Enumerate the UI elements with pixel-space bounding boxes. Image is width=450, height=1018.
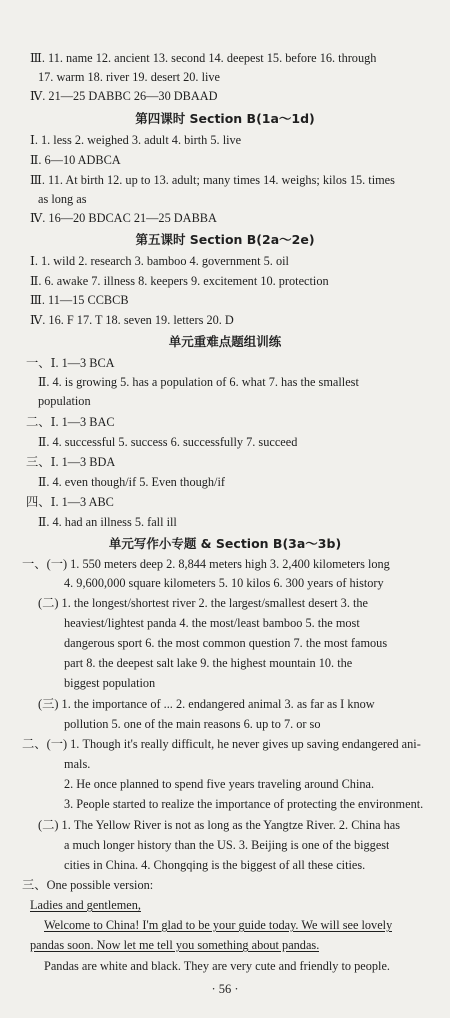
section-heading: 单元写作小专题 & Section B(3a～3b) xyxy=(108,536,342,551)
text-line: 二、Ⅰ. 1—3 BAC xyxy=(26,415,115,429)
text-line: Ⅳ. 21—25 DABBC 26—30 DBAAD xyxy=(30,89,218,103)
section-heading: 第四课时 Section B(1a～1d) xyxy=(135,111,315,126)
page-number: · 56 · xyxy=(211,982,239,996)
text-line: 四、Ⅰ. 1—3 ABC xyxy=(26,495,114,509)
text-line: 三、One possible version: xyxy=(22,878,154,892)
text-line: pollution 5. one of the main reasons 6. up to 7. or so xyxy=(64,717,321,731)
text-line: dangerous sport 6. the most common question 7. the most famous xyxy=(64,636,388,650)
text-line: 二、(一) 1. Though it's really difficult, he never gives up saving endangered ani- xyxy=(22,737,421,751)
text-line: 一、(一) 1. 550 meters deep 2. 8,844 meters high 3. 2,400 kilometers long xyxy=(22,557,390,571)
text-line: Ⅳ. 16—20 BDCAC 21—25 DABBA xyxy=(30,211,217,225)
text-line: 3. People started to realize the importance of protecting the environment. xyxy=(64,797,424,811)
text-line: population xyxy=(38,394,91,408)
text-line: Welcome to China! I'm glad to be your guide today. We will see lovely xyxy=(44,918,393,932)
text-line: Ⅱ. 4. even though/if 5. Even though/if xyxy=(38,475,225,489)
text-line: Ⅱ. 6. awake 7. illness 8. keepers 9. excitement 10. protection xyxy=(30,274,329,288)
text-line: a much longer history than the US. 3. Beijing is one of the biggest xyxy=(64,838,390,852)
text-line: Ladies and gentlemen, xyxy=(30,898,141,912)
text-line: (三) 1. the importance of ... 2. endangered animal 3. as far as I know xyxy=(38,697,375,711)
text-line: Ⅳ. 16. F 17. T 18. seven 19. letters 20. D xyxy=(30,313,234,327)
text-line: (二) 1. The Yellow River is not as long as the Yangtze River. 2. China has xyxy=(38,818,401,832)
section-heading: 第五课时 Section B(2a～2e) xyxy=(135,232,315,247)
text-line: heaviest/lightest panda 4. the most/least bamboo 5. the most xyxy=(64,616,360,630)
text-line: Ⅱ. 4. had an illness 5. fall ill xyxy=(38,515,177,529)
text-line: part 8. the deepest salt lake 9. the highest mountain 10. the xyxy=(64,656,353,670)
text-line: 一、Ⅰ. 1—3 BCA xyxy=(26,356,115,370)
text-line: Pandas are white and black. They are very cute and friendly to people. xyxy=(44,959,390,973)
text-line: Ⅲ. 11. At birth 12. up to 13. adult; many times 14. weighs; kilos 15. times xyxy=(30,173,395,187)
text-line: Ⅰ. 1. less 2. weighed 3. adult 4. birth 5. live xyxy=(30,133,242,147)
text-line: cities in China. 4. Chongqing is the biggest of all these cities. xyxy=(64,858,366,872)
text-line: as long as xyxy=(38,192,87,206)
text-line: Ⅲ. 11—15 CCBCB xyxy=(30,293,129,307)
text-line: 4. 9,600,000 square kilometers 5. 10 kilos 6. 300 years of history xyxy=(64,576,384,590)
section-heading: 单元重难点题组训练 xyxy=(168,334,282,349)
text-line: Ⅰ. 1. wild 2. research 3. bamboo 4. government 5. oil xyxy=(30,254,289,268)
text-line: Ⅱ. 6—10 ADBCA xyxy=(30,153,121,167)
text-line: 17. warm 18. river 19. desert 20. live xyxy=(38,70,221,84)
text-line: 2. He once planned to spend five years traveling around China. xyxy=(64,777,375,791)
text-line: Ⅱ. 4. is growing 5. has a population of 6. what 7. has the smallest xyxy=(38,375,359,389)
text-line: Ⅲ. 11. name 12. ancient 13. second 14. deepest 15. before 16. through xyxy=(30,51,377,65)
text-line: (二) 1. the longest/shortest river 2. the largest/smallest desert 3. the xyxy=(38,596,369,610)
text-line: pandas soon. Now let me tell you something about pandas. xyxy=(30,938,320,952)
text-line: Ⅱ. 4. successful 5. success 6. successfully 7. succeed xyxy=(38,435,298,449)
text-line: biggest population xyxy=(64,676,156,690)
text-line: 三、Ⅰ. 1—3 BDA xyxy=(26,455,116,469)
text-line: mals. xyxy=(64,757,91,771)
